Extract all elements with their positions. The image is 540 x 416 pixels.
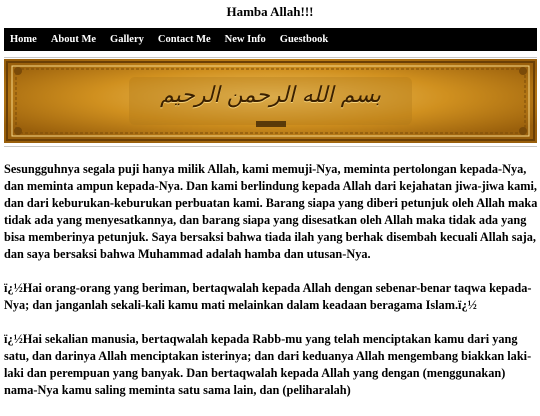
content-paragraph-1: Sesungguhnya segala puji hanya milik Allah, kami memuji-Nya, meminta pertolongan kepada-Nya, dan meminta ampun kepada-Nya. Dan kami berlindung kepada Allah dari kejahatan jiwa-jiwa kami, dan dari keburukan-keburukan perbuatan kami. Barang siapa yang diberi petunjuk oleh Allah maka tidak ada yang menyesatkannya, dan barang siapa yang disesatkan oleh Allah maka tidak ada yang bisa memberinya petunjuk. Saya bersaksi bahwa tiada ilah yang berhak disembah kecuali Allah saja, dan saya bersaksi bahwa Muhammad adalah hamba dan utusan-Nya. bbox=[4, 162, 538, 261]
bottom-divider bbox=[4, 146, 537, 147]
content-paragraph-3: ï¿½Hai sekalian manusia, bertaqwalah kepada Rabb-mu yang telah menciptakan kamu dari yang satu, dan darinya Allah menciptakan isterinya; dan dari keduanya Allah mengembang biakkan laki-laki dan perempuan yang banyak. Dan bertaqwalah kepada Allah yang dengan (menggunakan) nama-Nya kamu saling meminta satu sama lain, dan (peliharalah) bbox=[4, 332, 532, 397]
nav-gallery[interactable]: Gallery bbox=[110, 34, 144, 45]
banner-calligraphy-text: بسم الله الرحمن الرحيم bbox=[159, 83, 382, 108]
main-content bbox=[4, 161, 538, 416]
nav-guestbook[interactable]: Guestbook bbox=[279, 34, 329, 45]
banner-image bbox=[4, 59, 537, 143]
content-paragraph-2: ï¿½Hai orang-orang yang beriman, bertaqwalah kepada Allah dengan sebenar-benar taqwa kepada-Nya; dan janganlah sekali-kali kamu mati melainkan dalam keadaan beragama Islam.ï¿½ bbox=[4, 281, 532, 312]
site-title: Hamba Allah!!! bbox=[226, 4, 314, 19]
nav-new-info[interactable]: New Info bbox=[224, 34, 266, 45]
top-divider bbox=[4, 57, 537, 58]
navbar bbox=[4, 28, 537, 51]
nav-home[interactable]: Home bbox=[10, 34, 37, 45]
nav-about-me[interactable]: About Me bbox=[50, 34, 97, 45]
nav-contact-me[interactable]: Contact Me bbox=[157, 34, 211, 45]
